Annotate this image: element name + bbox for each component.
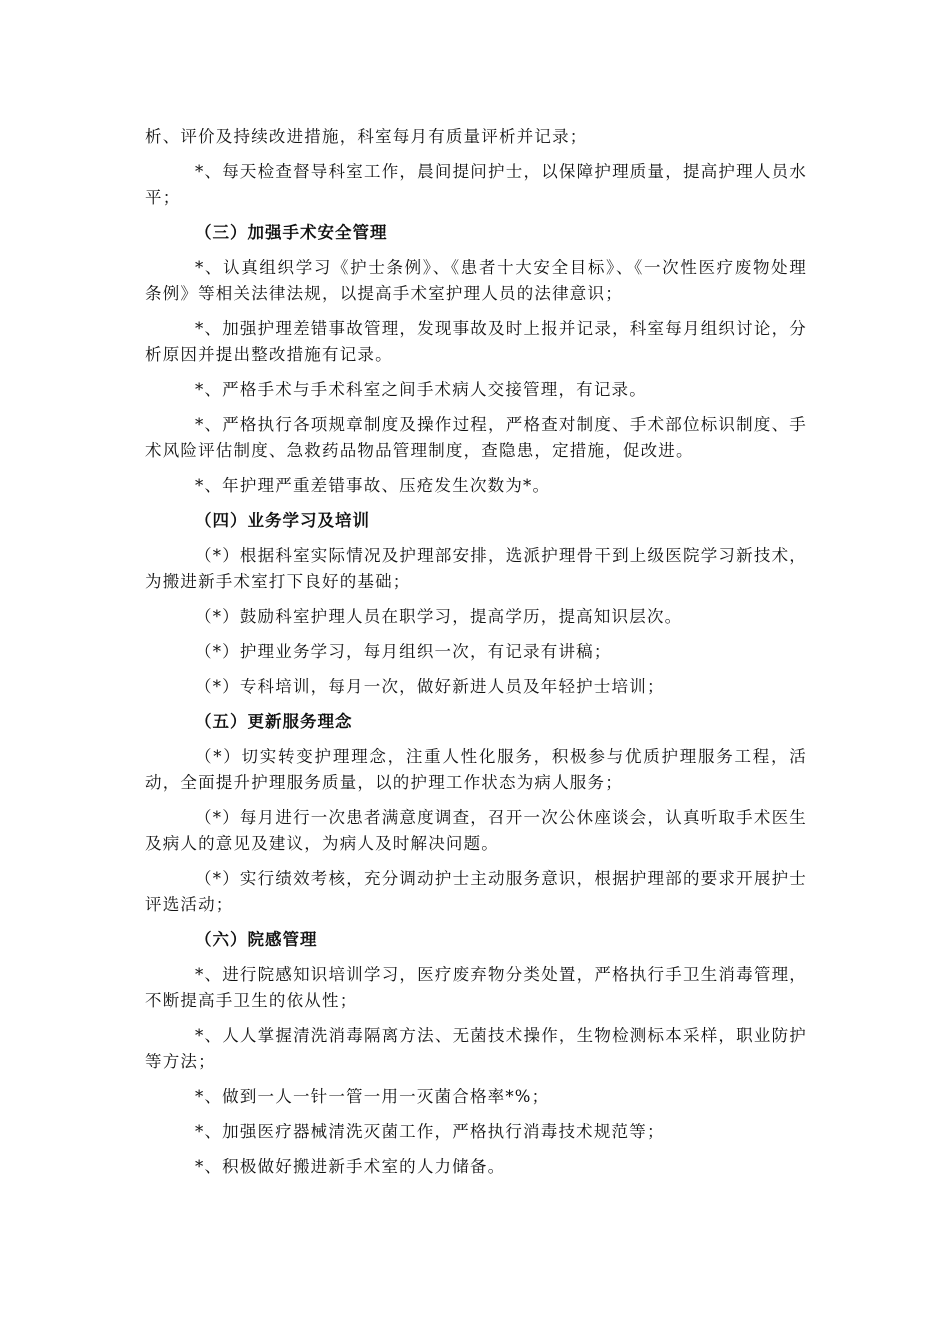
paragraph: （*）专科培训，每月一次，做好新进人员及年轻护士培训； [195, 677, 665, 696]
paragraph: *、做到一人一针一管一用一灭菌合格率*%； [195, 1087, 550, 1106]
paragraph: *、认真组织学习《护士条例》、《患者十大安全目标》、《一次性医疗废物处理条例》等相关法律法规，以提高手术室护理人员的法律意识； [145, 258, 807, 303]
section-heading: （五）更新服务理念 [195, 712, 353, 731]
section-heading: （三）加强手术安全管理 [195, 223, 388, 242]
document-body [145, 124, 807, 1189]
paragraph: （*）实行绩效考核，充分调动护士主动服务意识，根据护理部的要求开展护士评选活动； [145, 869, 807, 914]
paragraph: *、严格执行各项规章制度及操作过程，严格查对制度、手术部位标识制度、手术风险评估制度、急救药品物品管理制度，查隐患，定措施，促改进。 [145, 415, 807, 460]
paragraph: （*）每月进行一次患者满意度调查，召开一次公休座谈会，认真听取手术医生及病人的意见及建议，为病人及时解决问题。 [145, 808, 807, 853]
paragraph: *、加强医疗器械清洗灭菌工作，严格执行消毒技术规范等； [195, 1122, 665, 1141]
paragraph: 析、评价及持续改进措施，科室每月有质量评析并记录； [145, 127, 588, 146]
paragraph: （*）鼓励科室护理人员在职学习，提高学历，提高知识层次。 [195, 607, 683, 626]
paragraph: *、每天检查督导科室工作，晨间提问护士，以保障护理质量，提高护理人员水平； [145, 162, 807, 207]
paragraph: *、加强护理差错事故管理，发现事故及时上报并记录，科室每月组织讨论，分析原因并提出整改措施有记录。 [145, 319, 807, 364]
paragraph: *、积极做好搬进新手术室的人力储备。 [195, 1157, 506, 1176]
paragraph: （*）切实转变护理理念，注重人性化服务，积极参与优质护理服务工程，活动，全面提升护理服务质量，以的护理工作状态为病人服务； [145, 747, 807, 792]
paragraph: *、严格手术与手术科室之间手术病人交接管理，有记录。 [195, 380, 647, 399]
section-heading: （六）院感管理 [195, 930, 318, 949]
section-heading: （四）业务学习及培训 [195, 511, 370, 530]
paragraph: *、年护理严重差错事故、压疮发生次数为*。 [195, 476, 551, 495]
paragraph: （*）根据科室实际情况及护理部安排，选派护理骨干到上级医院学习新技术，为搬进新手术室打下良好的基础； [145, 546, 807, 591]
paragraph: *、人人掌握清洗消毒隔离方法、无菌技术操作，生物检测标本采样，职业防护等方法； [145, 1026, 807, 1071]
paragraph: *、进行院感知识培训学习，医疗废弃物分类处置，严格执行手卫生消毒管理，不断提高手卫生的依从性； [145, 965, 807, 1010]
paragraph: （*）护理业务学习，每月组织一次，有记录有讲稿； [195, 642, 612, 661]
